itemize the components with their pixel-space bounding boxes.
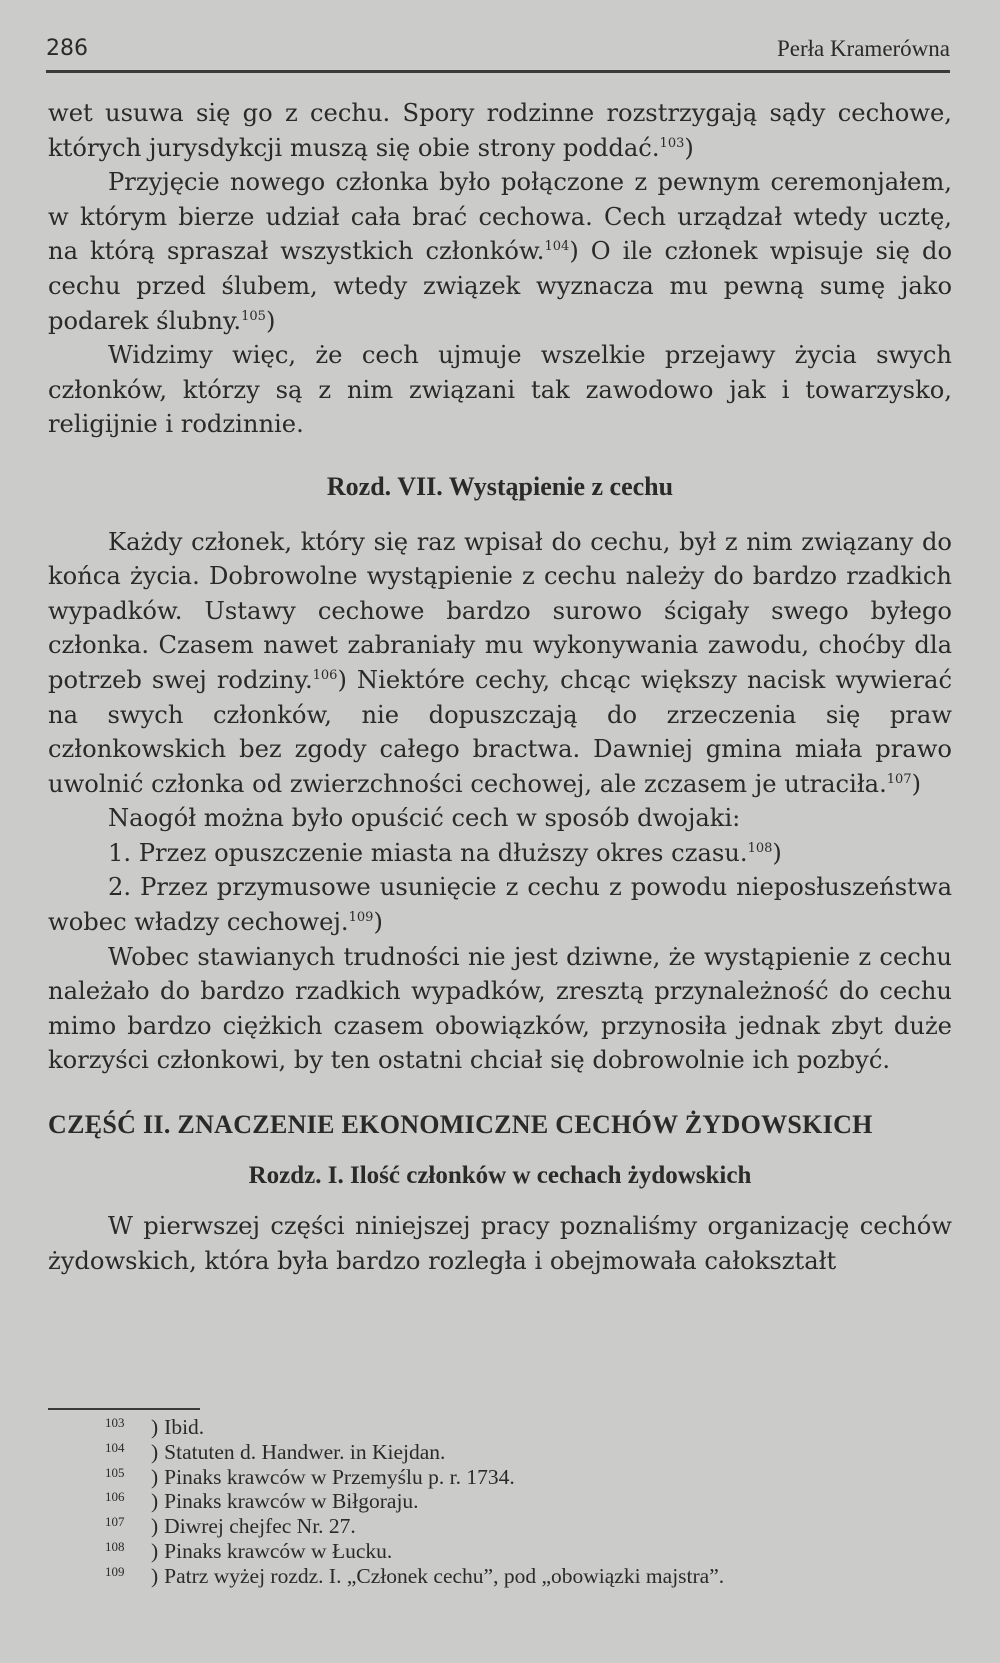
paragraph: Przyjęcie nowego członka było połączone z pewnym ceremonjałem, w którym bierze udział cała brać cechowa. Cech urządzał wtedy ucztę, na którą spraszał wszystkich członków.$^{104}$) O ile członek wpisuje się do cechu przed ślubem, wtedy związek wyznacza mu pewną sumę jako podarek ślubny.$^{105}$) <box>48 168 953 335</box>
paragraph: Widzimy więc, że cech ujmuje wszelkie przejawy życia swych członków, którzy są z nim związani tak zawodowo jak i towarzysko, religijnie i rodzinnie. <box>48 341 952 439</box>
footnote-text: Diwrej chejfec Nr. 27. <box>164 1514 356 1539</box>
list-item: 2. Przez przymusowe usunięcie z cechu z powodu nieposłuszeństwa wobec władzy cechowej.$^{109}$) <box>48 873 952 937</box>
page-header <box>46 30 950 73</box>
footnote: 108 ) Pinaks krawców w Łucku. <box>105 1538 393 1563</box>
section-heading: Rozd. VII. Wystąpienie z cechu <box>326 471 674 501</box>
footnote-text: Ibid. <box>164 1415 205 1439</box>
paragraph: Każdy członek, który się raz wpisał do cechu, był z nim związany do końca życia. Dobrowolne wystąpienie z cechu należy do bardzo rzadkich wypadków. Ustawy cechowe bardzo surowo ścigały swego byłego członka. Czasem nawet zabraniały mu wykonywania zawodu, choćby dla potrzeb swej rodziny.$^{106}$) Niektóre cechy, chcąc większy nacisk wywierać na swych członków, nie dopuszczają do zrzeczenia się praw członkowskich bez zgody całego bractwa. Dawniej gmina miała prawo uwolnić członka od zwierzchności cechowej, ale zczasem je utraciła.$^{107}$) <box>48 527 953 798</box>
paragraph: Wobec stawianych trudności nie jest dziwne, że wystąpienie z cechu należało do bardzo rzadkich wypadków, zresztą przynależność do cechu mimo bardzo ciężkich czasem obowiązków, przynosiła jednak zbyt duże korzyści członkowi, by ten ostatni chciał się dobrowolnie ich pozbyć. <box>48 942 952 1075</box>
list-item-text: 1. Przez opuszczenie miasta na dłuższy okres czasu. <box>108 838 748 867</box>
footnote-ref: 105 <box>241 308 266 324</box>
footnote-ref: 104 <box>544 239 570 255</box>
footnote-text: Pinaks krawców w Przemyślu p. r. 1734. <box>164 1464 515 1489</box>
paragraph-text: Każdy członek, który się raz wpisał do cechu, był z nim związany do końca życia. Dobrowolne wystąpienie z cechu należy do bardzo rzadkich wypadków. Ustawy cechowe bardzo surowo ścigały swego byłego członka. Czasem nawet zabraniały mu wykonywania zawodu, choćby dla potrzeb swej rodziny. <box>48 527 952 694</box>
footnote-ref: 103 <box>659 135 685 151</box>
footnote-ref: 106 <box>312 667 338 683</box>
footnote-text: Pinaks krawców w Łucku. <box>164 1538 393 1563</box>
footnote-text: Patrz wyżej rozdz. I. „Członek cechu”, pod „obowiązki majstra”. <box>164 1563 725 1588</box>
page-body <box>48 96 952 1278</box>
running-title: Perła Kramerówna <box>776 36 950 61</box>
paragraph: Naogół można było opuścić cech w sposób dwojaki: <box>108 804 741 833</box>
page-number: 286 <box>46 36 88 61</box>
footnote-ref: 108 <box>747 840 773 856</box>
footnote: 107 ) Diwrej chejfec Nr. 27. <box>105 1514 356 1539</box>
footnote-text: Statuten d. Handwer. in Kiejdan. <box>164 1439 446 1464</box>
chapter-heading: Rozdz. I. Ilość członków w cechach żydowskich <box>248 1161 752 1189</box>
footnote-ref: 107 <box>886 771 912 787</box>
paragraph-text: wet usuwa się go z cechu. Spory rodzinne rozstrzygają sądy cechowe, których jurysdykcji muszą się obie strony poddać. <box>48 99 952 162</box>
paragraph-text: Przyjęcie nowego członka było połączone z pewnym ceremonjałem, w którym bierze udział cała brać cechowa. Cech urządzał wtedy ucztę, na którą spraszał wszystkich członków. <box>48 168 952 266</box>
footnote: 103 ) Ibid. <box>105 1415 205 1439</box>
paragraph: W pierwszej części niniejszej pracy poznaliśmy organizację cechów żydowskich, która była bardzo rozległa i obejmowała całokształt <box>48 1212 952 1275</box>
footnote: 106 ) Pinaks krawców w Biłgoraju. <box>105 1489 419 1514</box>
paragraph: wet usuwa się go z cechu. Spory rodzinne rozstrzygają sądy cechowe, których jurysdykcji muszą się obie strony poddać.$^{103}$) <box>48 99 952 162</box>
list-item-text: 2. Przez przymusowe usunięcie z cechu z powodu nieposłuszeństwa wobec władzy cechowej. <box>48 873 952 937</box>
footnote: 109 ) Patrz wyżej rozdz. I. „Członek cechu”, pod „obowiązki majstra”. <box>105 1563 725 1588</box>
footnote-rule <box>48 1408 200 1410</box>
list-item: 1. Przez opuszczenie miasta na dłuższy okres czasu.$^{108}$) <box>108 838 782 867</box>
footnotes <box>105 1415 945 1589</box>
footnote-ref: 109 <box>348 910 374 926</box>
paragraph-text: O ile członek wpisuje się do cechu przed ślubem, wtedy związek wyznacza mu pewną sumę jako podarek ślubny. <box>48 237 953 335</box>
footnote-text: Pinaks krawców w Biłgoraju. <box>164 1489 419 1514</box>
footnote: 105 ) Pinaks krawców w Przemyślu p. r. 1734. <box>105 1464 515 1489</box>
part-heading: CZĘŚĆ II. ZNACZENIE EKONOMICZNE CECHÓW ŻYDOWSKICH <box>48 1110 873 1140</box>
paragraph-text: Niektóre cechy, chcąc większy nacisk wywierać na swych członków, nie dopuszczają do zrzeczenia się praw członkowskich bez zgody całego bractwa. Dawniej gmina miała prawo uwolnić członka od zwierzchności cechowej, ale zczasem je utraciła. <box>48 665 953 798</box>
footnote: 104 ) Statuten d. Handwer. in Kiejdan. <box>105 1439 446 1464</box>
